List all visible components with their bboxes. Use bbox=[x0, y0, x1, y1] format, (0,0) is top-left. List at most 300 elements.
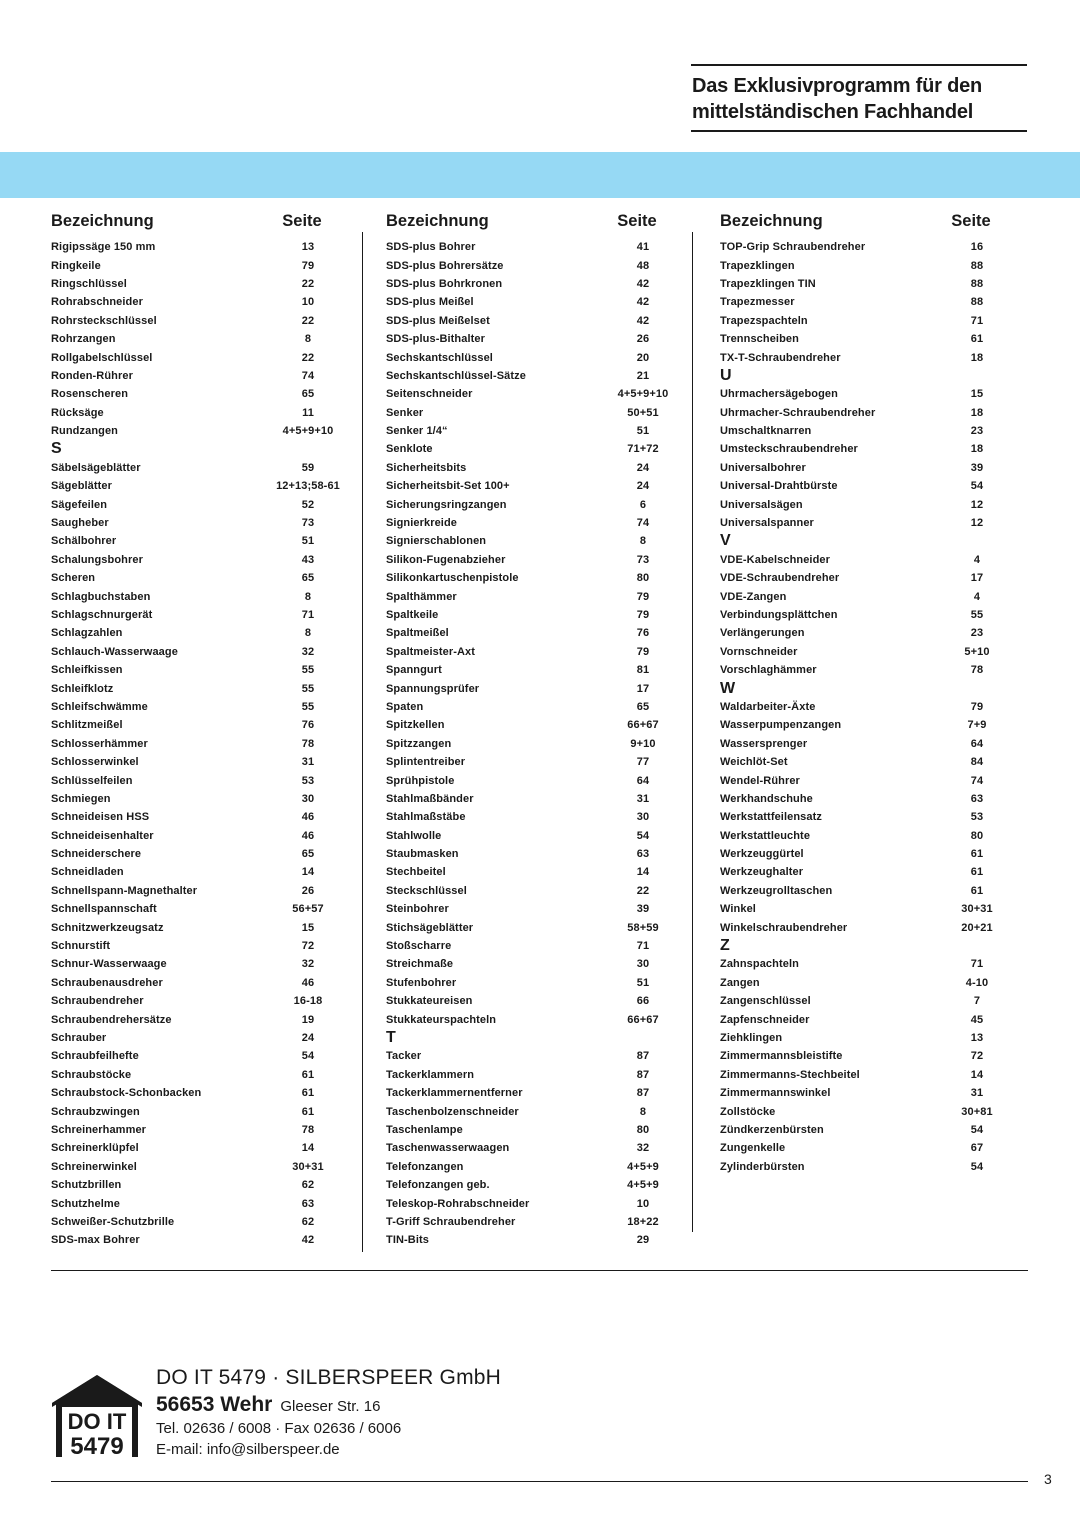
index-entry bbox=[51, 569, 341, 587]
index-entry bbox=[51, 827, 341, 845]
entry-page: 87 bbox=[636, 1050, 650, 1063]
entry-page: 4 bbox=[973, 553, 981, 566]
index-entry bbox=[51, 1231, 341, 1249]
index-entry bbox=[720, 330, 1010, 348]
entry-name: Zapfenschneider bbox=[720, 1013, 810, 1026]
index-column-3 bbox=[720, 212, 1010, 1176]
entry-name: Stufenbohrer bbox=[386, 976, 457, 989]
index-entry bbox=[720, 827, 1010, 845]
entry-page: 74 bbox=[970, 774, 984, 787]
entry-page: 18 bbox=[970, 406, 984, 419]
entry-name: Universalsägen bbox=[720, 498, 803, 511]
entry-page: 63 bbox=[636, 848, 650, 861]
bezeichnung-header: Bezeichnung bbox=[51, 212, 154, 230]
index-entry bbox=[386, 992, 676, 1010]
entry-name: SDS-plus Bohrer bbox=[386, 241, 476, 254]
entry-name: Schlosserwinkel bbox=[51, 756, 139, 769]
entry-page: 71 bbox=[970, 958, 984, 971]
index-entry bbox=[51, 606, 341, 624]
section-letter-label: T bbox=[386, 1028, 396, 1046]
entry-page: 54 bbox=[636, 829, 650, 842]
entry-name: Vornschneider bbox=[720, 645, 798, 658]
entry-name: Schalungsbohrer bbox=[51, 553, 143, 566]
entry-page: 42 bbox=[636, 296, 650, 309]
index-entry bbox=[51, 1047, 341, 1065]
column-header bbox=[386, 212, 676, 234]
index-entry bbox=[386, 679, 676, 697]
entry-name: Signierschablonen bbox=[386, 535, 487, 548]
index-entry bbox=[386, 459, 676, 477]
entry-name: Zangen bbox=[720, 976, 760, 989]
entry-name: Schneideisen HSS bbox=[51, 811, 150, 824]
entry-name: Wasserpumpenzangen bbox=[720, 719, 842, 732]
index-entry bbox=[720, 404, 1010, 422]
index-entry bbox=[51, 790, 341, 808]
index-entry bbox=[386, 1213, 676, 1231]
entry-page: 7 bbox=[973, 995, 981, 1008]
entry-page: 17 bbox=[636, 682, 650, 695]
index-entry bbox=[51, 551, 341, 569]
entry-page: 26 bbox=[636, 333, 650, 346]
entry-name: Stukkateureisen bbox=[386, 995, 473, 1008]
entry-name: Rosenscheren bbox=[51, 388, 129, 401]
entry-name: Spaltmeißel bbox=[386, 627, 449, 640]
index-entry bbox=[51, 1010, 341, 1028]
entry-name: Schnellspann-Magnethalter bbox=[51, 884, 198, 897]
entry-name: Streichmaße bbox=[386, 958, 454, 971]
bezeichnung-header: Bezeichnung bbox=[386, 212, 489, 230]
entry-name: Schnitzwerkzeugsatz bbox=[51, 921, 164, 934]
entry-name: Schleifschwämme bbox=[51, 700, 148, 713]
index-entry bbox=[51, 1121, 341, 1139]
entry-name: Werkzeugrolltaschen bbox=[720, 884, 833, 897]
index-entry bbox=[51, 1084, 341, 1102]
seite-header: Seite bbox=[617, 212, 657, 230]
entry-name: Zimmermannsbleistifte bbox=[720, 1050, 843, 1063]
entry-name: Sicherungsringzangen bbox=[386, 498, 507, 511]
entry-page: 41 bbox=[636, 241, 650, 254]
entry-page: 26 bbox=[301, 884, 315, 897]
entry-name: Taschenlampe bbox=[386, 1123, 463, 1136]
entry-name: Umschaltknarren bbox=[720, 425, 812, 438]
entry-name: Trapezklingen bbox=[720, 259, 795, 272]
company-phone: Tel. 02636 / 6008 · Fax 02636 / 6006 bbox=[156, 1420, 402, 1437]
index-entry bbox=[720, 992, 1010, 1010]
entry-name: Umsteckschraubendreher bbox=[720, 443, 858, 456]
entry-page: 66 bbox=[636, 995, 650, 1008]
index-entry bbox=[51, 238, 341, 256]
index-bottom-rule bbox=[51, 1270, 1028, 1271]
entry-name: Werkstattleuchte bbox=[720, 829, 811, 842]
entry-page: 46 bbox=[301, 976, 315, 989]
index-entry bbox=[386, 1010, 676, 1028]
entry-page: 79 bbox=[301, 259, 315, 272]
entry-name: Schweißer-Schutzbrille bbox=[51, 1215, 175, 1228]
entry-name: Schälbohrer bbox=[51, 535, 117, 548]
entry-page: 20+21 bbox=[961, 921, 993, 934]
entry-name: Schnellspannschaft bbox=[51, 903, 157, 916]
index-entry bbox=[720, 422, 1010, 440]
entry-name: Ziehklingen bbox=[720, 1031, 783, 1044]
entry-name: Telefonzangen geb. bbox=[386, 1179, 490, 1192]
entry-name: Schreinerhammer bbox=[51, 1123, 147, 1136]
index-entry bbox=[51, 275, 341, 293]
entry-page: 17 bbox=[970, 572, 984, 585]
entry-name: Sechskantschlüssel-Sätze bbox=[386, 369, 526, 382]
entry-name: Schraubzwingen bbox=[51, 1105, 140, 1118]
entry-name: Schleifkissen bbox=[51, 664, 123, 677]
entry-page: 14 bbox=[970, 1068, 984, 1081]
index-entry bbox=[720, 238, 1010, 256]
entry-name: Schreinerwinkel bbox=[51, 1160, 137, 1173]
index-entry bbox=[51, 477, 341, 495]
entry-page: 65 bbox=[301, 388, 315, 401]
index-entry bbox=[720, 477, 1010, 495]
entry-page: 48 bbox=[636, 259, 650, 272]
entry-page: 54 bbox=[301, 1050, 315, 1063]
entry-name: Schmiegen bbox=[51, 792, 111, 805]
index-entry bbox=[386, 312, 676, 330]
section-letter bbox=[720, 367, 1010, 385]
index-entry bbox=[51, 863, 341, 881]
index-entry bbox=[720, 716, 1010, 734]
index-entry bbox=[51, 882, 341, 900]
entry-page: 23 bbox=[970, 425, 984, 438]
index-entry bbox=[386, 735, 676, 753]
index-entry bbox=[386, 551, 676, 569]
entry-name: Schneiderschere bbox=[51, 848, 142, 861]
company-city-line bbox=[156, 1394, 501, 1415]
entry-name: Zungenkelle bbox=[720, 1142, 786, 1155]
footer-rule bbox=[51, 1481, 1028, 1482]
index-entry bbox=[720, 440, 1010, 458]
index-entry bbox=[386, 495, 676, 513]
index-entry bbox=[386, 569, 676, 587]
index-entry bbox=[720, 459, 1010, 477]
entry-page: 4+5+9+10 bbox=[617, 388, 669, 401]
entry-name: Stechbeitel bbox=[386, 866, 446, 879]
entry-name: Wendel-Rührer bbox=[720, 774, 800, 787]
entry-page: 87 bbox=[636, 1087, 650, 1100]
entry-page: 6 bbox=[639, 498, 647, 511]
index-entry bbox=[51, 514, 341, 532]
entry-name: Stahlwolle bbox=[386, 829, 442, 842]
entry-name: Schraubstöcke bbox=[51, 1068, 132, 1081]
section-letter-label: W bbox=[720, 679, 736, 697]
entry-page: 5+10 bbox=[964, 645, 990, 658]
entry-page: 15 bbox=[970, 388, 984, 401]
index-entry bbox=[720, 275, 1010, 293]
column-header bbox=[720, 212, 1010, 234]
entry-name: SDS-plus Bohrkronen bbox=[386, 277, 503, 290]
entry-name: Zangenschlüssel bbox=[720, 995, 811, 1008]
index-entry bbox=[386, 882, 676, 900]
entry-name: Seitenschneider bbox=[386, 388, 473, 401]
entry-page: 54 bbox=[970, 1123, 984, 1136]
entry-name: Senker 1/4“ bbox=[386, 425, 448, 438]
company-address bbox=[156, 1367, 501, 1457]
logo-text-2: 5479 bbox=[70, 1433, 124, 1458]
index-entry bbox=[720, 753, 1010, 771]
index-entry bbox=[51, 348, 341, 366]
entry-name: Spaltmeister-Axt bbox=[386, 645, 476, 658]
company-street: Gleeser Str. 16 bbox=[280, 1398, 381, 1415]
entry-name: Universalspanner bbox=[720, 517, 814, 530]
index-entry bbox=[386, 606, 676, 624]
index-entry bbox=[51, 735, 341, 753]
entry-name: Verbindungsplättchen bbox=[720, 609, 838, 621]
index-entry bbox=[51, 937, 341, 955]
entry-name: VDE-Zangen bbox=[720, 590, 787, 603]
index-entry bbox=[51, 716, 341, 734]
entry-name: Steinbohrer bbox=[386, 903, 449, 916]
entry-page: 74 bbox=[636, 517, 650, 530]
entry-page: 61 bbox=[970, 333, 984, 346]
entry-page: 12 bbox=[970, 498, 984, 511]
entry-name: SDS-max Bohrer bbox=[51, 1234, 140, 1247]
index-entry bbox=[51, 808, 341, 826]
entry-page: 8 bbox=[304, 590, 312, 603]
index-rows bbox=[386, 238, 676, 1249]
seite-header: Seite bbox=[282, 212, 322, 230]
entry-name: Spanngurt bbox=[386, 664, 442, 677]
entry-name: Ronden-Rührer bbox=[51, 369, 133, 382]
entry-name: Zahnspachteln bbox=[720, 958, 799, 971]
index-entry bbox=[386, 1047, 676, 1065]
entry-page: 79 bbox=[636, 609, 650, 621]
entry-page: 16-18 bbox=[293, 995, 323, 1008]
entry-name: SDS-plus Meißel bbox=[386, 296, 474, 309]
index-entry bbox=[51, 624, 341, 642]
index-entry bbox=[720, 624, 1010, 642]
section-letter-label: Z bbox=[720, 937, 730, 955]
section-letter-label: U bbox=[720, 366, 732, 384]
entry-page: 18 bbox=[970, 351, 984, 364]
index-entry bbox=[720, 1102, 1010, 1120]
entry-page: 74 bbox=[301, 369, 315, 382]
section-letter bbox=[51, 440, 341, 458]
entry-name: Universalbohrer bbox=[720, 461, 806, 474]
entry-name: Sägefeilen bbox=[51, 498, 108, 511]
entry-page: 71+72 bbox=[627, 443, 659, 456]
entry-name: Sechskantschlüssel bbox=[386, 351, 493, 364]
entry-page: 10 bbox=[636, 1197, 650, 1210]
entry-name: Schlagbuchstaben bbox=[51, 590, 151, 603]
index-entry bbox=[51, 367, 341, 385]
index-entry bbox=[720, 256, 1010, 274]
index-entry bbox=[51, 459, 341, 477]
entry-name: Werkzeughalter bbox=[720, 866, 804, 879]
index-entry bbox=[386, 698, 676, 716]
entry-page: 61 bbox=[970, 866, 984, 879]
entry-page: 13 bbox=[970, 1031, 984, 1044]
entry-page: 55 bbox=[301, 682, 315, 695]
index-entry bbox=[51, 330, 341, 348]
index-entry bbox=[51, 955, 341, 973]
entry-name: Schreinerklüpfel bbox=[51, 1142, 139, 1155]
entry-name: Schutzbrillen bbox=[51, 1179, 122, 1192]
index-entry bbox=[51, 256, 341, 274]
entry-name: Schraubfeilhefte bbox=[51, 1050, 139, 1063]
index-entry bbox=[386, 1139, 676, 1157]
index-entry bbox=[386, 275, 676, 293]
entry-page: 87 bbox=[636, 1068, 650, 1081]
header-band bbox=[0, 152, 1080, 198]
index-entry bbox=[51, 422, 341, 440]
entry-page: 30 bbox=[636, 811, 650, 824]
entry-page: 24 bbox=[301, 1031, 315, 1044]
entry-name: VDE-Schraubendreher bbox=[720, 572, 840, 585]
index-entry bbox=[51, 679, 341, 697]
entry-page: 56+57 bbox=[292, 903, 324, 916]
index-entry bbox=[386, 955, 676, 973]
index-entry bbox=[386, 367, 676, 385]
index-entry bbox=[720, 1121, 1010, 1139]
index-entry bbox=[720, 790, 1010, 808]
index-entry bbox=[720, 495, 1010, 513]
index-entry bbox=[720, 1139, 1010, 1157]
entry-page: 31 bbox=[970, 1087, 984, 1100]
entry-page: 73 bbox=[301, 517, 315, 530]
entry-name: Spitzzangen bbox=[386, 737, 452, 750]
entry-page: 9+10 bbox=[630, 737, 656, 750]
entry-page: 88 bbox=[970, 277, 984, 290]
entry-name: Stukkateurspachteln bbox=[386, 1013, 497, 1026]
entry-page: 73 bbox=[636, 553, 650, 566]
entry-page: 4-10 bbox=[965, 976, 989, 989]
entry-name: Universal-Drahtbürste bbox=[720, 480, 838, 493]
entry-name: Vorschlaghämmer bbox=[720, 664, 817, 677]
entry-name: SDS-plus Bohrersätze bbox=[386, 259, 504, 272]
do-it-logo bbox=[52, 1373, 142, 1458]
entry-name: Schraubstock-Schonbacken bbox=[51, 1087, 202, 1100]
entry-page: 20 bbox=[636, 351, 650, 364]
entry-page: 64 bbox=[636, 774, 650, 787]
page-number: 3 bbox=[1044, 1471, 1052, 1487]
entry-page: 64 bbox=[970, 737, 984, 750]
index-entry bbox=[51, 643, 341, 661]
section-letter-label: S bbox=[51, 440, 62, 458]
entry-page: 84 bbox=[970, 756, 984, 769]
index-entry bbox=[51, 1213, 341, 1231]
entry-page: 54 bbox=[970, 1160, 984, 1173]
index-entry bbox=[720, 661, 1010, 679]
index-column-2 bbox=[386, 212, 676, 1249]
entry-name: Werkhandschuhe bbox=[720, 792, 813, 805]
entry-page: 16 bbox=[970, 241, 984, 254]
index-entry bbox=[51, 900, 341, 918]
entry-name: Weichlöt-Set bbox=[720, 756, 788, 769]
index-entry bbox=[386, 624, 676, 642]
index-entry bbox=[386, 1066, 676, 1084]
entry-page: 54 bbox=[970, 480, 984, 493]
entry-name: Saugheber bbox=[51, 517, 109, 530]
entry-page: 55 bbox=[301, 664, 315, 677]
entry-page: 42 bbox=[636, 277, 650, 290]
entry-page: 39 bbox=[970, 461, 984, 474]
entry-page: 42 bbox=[636, 314, 650, 327]
entry-page: 88 bbox=[970, 296, 984, 309]
entry-name: Sprühpistole bbox=[386, 774, 455, 787]
entry-page: 8 bbox=[639, 1105, 647, 1118]
company-email[interactable]: E-mail: info@silberspeer.de bbox=[156, 1441, 340, 1458]
entry-name: Zündkerzenbürsten bbox=[720, 1123, 824, 1136]
entry-name: Rohrabschneider bbox=[51, 296, 143, 309]
entry-page: 79 bbox=[636, 645, 650, 658]
index-entry bbox=[386, 477, 676, 495]
entry-page: 63 bbox=[301, 1197, 315, 1210]
section-letter bbox=[720, 937, 1010, 955]
entry-name: Teleskop-Rohrabschneider bbox=[386, 1197, 530, 1210]
entry-page: 61 bbox=[301, 1068, 315, 1081]
title-line-2: mittelständischen Fachhandel bbox=[692, 101, 974, 123]
entry-name: Zimmermanns-Stechbeitel bbox=[720, 1068, 860, 1081]
index-entry bbox=[386, 238, 676, 256]
index-entry bbox=[51, 1066, 341, 1084]
index-rows bbox=[720, 238, 1010, 1176]
entry-page: 71 bbox=[301, 609, 315, 621]
entry-page: 65 bbox=[301, 848, 315, 861]
section-letter bbox=[720, 532, 1010, 550]
index-entry bbox=[386, 1102, 676, 1120]
entry-page: 80 bbox=[970, 829, 984, 842]
entry-name: SDS-plus Meißelset bbox=[386, 314, 490, 327]
index-entry bbox=[51, 918, 341, 936]
index-entry bbox=[51, 992, 341, 1010]
entry-page: 61 bbox=[301, 1087, 315, 1100]
entry-page: 4+5+9 bbox=[627, 1179, 659, 1192]
entry-name: Uhrmacher-Schraubendreher bbox=[720, 406, 876, 419]
entry-name: Schnur-Wasserwaage bbox=[51, 958, 167, 971]
entry-name: Silikonkartuschenpistole bbox=[386, 572, 519, 585]
entry-name: Telefonzangen bbox=[386, 1160, 464, 1173]
index-entry bbox=[51, 974, 341, 992]
entry-page: 51 bbox=[636, 976, 650, 989]
index-entry bbox=[720, 1066, 1010, 1084]
index-entry bbox=[386, 863, 676, 881]
entry-page: 19 bbox=[301, 1013, 315, 1026]
entry-page: 24 bbox=[636, 461, 650, 474]
section-letter bbox=[720, 679, 1010, 697]
entry-name: Taschenbolzenschneider bbox=[386, 1105, 519, 1118]
entry-name: Rohrsteckschlüssel bbox=[51, 314, 157, 327]
index-entry bbox=[386, 514, 676, 532]
entry-page: 23 bbox=[970, 627, 984, 640]
column-header bbox=[51, 212, 341, 234]
entry-page: 78 bbox=[970, 664, 984, 677]
entry-name: Werkzeuggürtel bbox=[720, 848, 804, 861]
section-letter bbox=[386, 1029, 676, 1047]
entry-page: 63 bbox=[970, 792, 984, 805]
entry-page: 30 bbox=[301, 792, 315, 805]
index-entry bbox=[386, 348, 676, 366]
entry-page: 71 bbox=[970, 314, 984, 327]
entry-name: Winkel bbox=[720, 903, 756, 916]
entry-page: 32 bbox=[636, 1142, 650, 1155]
entry-page: 18 bbox=[970, 443, 984, 456]
index-entry bbox=[51, 753, 341, 771]
index-entry bbox=[720, 1010, 1010, 1028]
index-entry bbox=[386, 1158, 676, 1176]
entry-page: 30+31 bbox=[292, 1160, 324, 1173]
index-entry bbox=[720, 551, 1010, 569]
entry-name: Schneideisenhalter bbox=[51, 829, 154, 842]
index-entry bbox=[720, 348, 1010, 366]
entry-page: 13 bbox=[301, 241, 315, 254]
index-column-1 bbox=[51, 212, 341, 1249]
entry-name: Tackerklammern bbox=[386, 1068, 475, 1081]
entry-name: Waldarbeiter-Äxte bbox=[720, 700, 816, 713]
